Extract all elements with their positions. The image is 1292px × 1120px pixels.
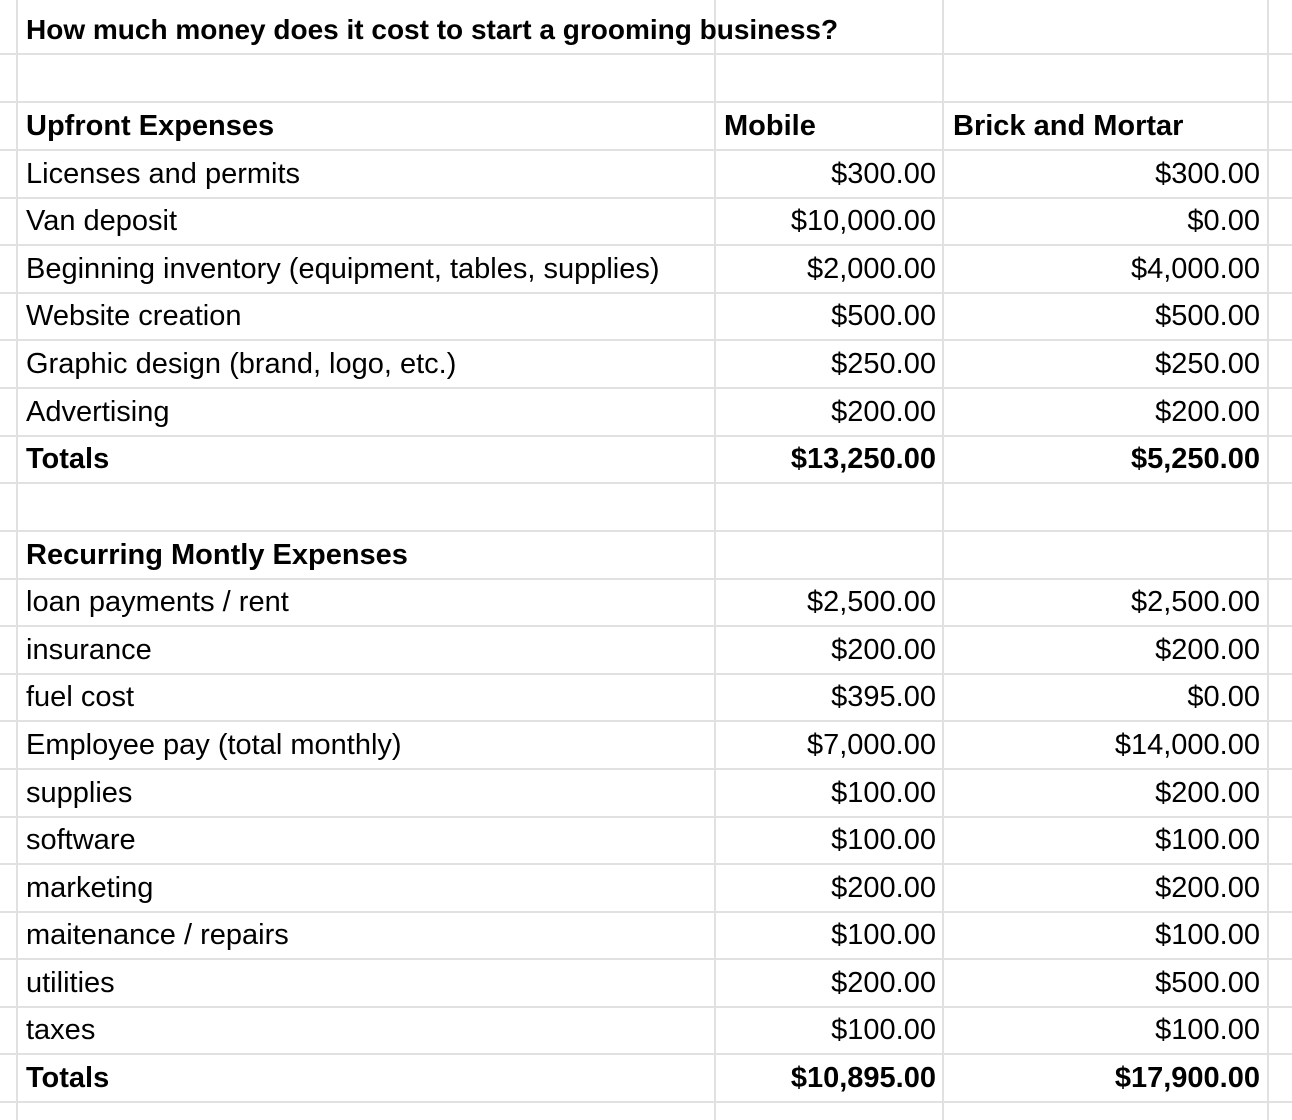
mobile-value[interactable]: $2,500.00 [806, 586, 936, 618]
brick-value[interactable]: $100.00 [1155, 1014, 1260, 1046]
row-label[interactable]: fuel cost [26, 681, 134, 713]
table-row [0, 865, 1292, 913]
table-row [0, 389, 1292, 437]
empty-row [0, 484, 1292, 532]
row-label[interactable]: Beginning inventory (equipment, tables, supplies) [26, 253, 660, 285]
table-row [0, 198, 1292, 246]
mobile-value[interactable]: $250.00 [831, 348, 936, 380]
totals-label[interactable]: Totals [26, 1062, 110, 1094]
recurring-heading[interactable]: Recurring Montly Expenses [26, 539, 408, 571]
row-label[interactable]: maitenance / repairs [26, 919, 289, 951]
mobile-value[interactable]: $100.00 [831, 1014, 936, 1046]
table-row [0, 341, 1292, 389]
row-label[interactable]: Website creation [26, 300, 242, 332]
brick-value[interactable]: $300.00 [1155, 158, 1260, 190]
table-row [0, 293, 1292, 341]
brick-total[interactable]: $17,900.00 [1114, 1062, 1260, 1094]
recurring-totals-row [0, 1055, 1292, 1103]
table-row [0, 817, 1292, 865]
table-row [0, 722, 1292, 770]
row-label[interactable]: Licenses and permits [26, 158, 301, 190]
brick-column-header[interactable]: Brick and Mortar [953, 110, 1184, 142]
mobile-value[interactable]: $300.00 [831, 158, 936, 190]
brick-value[interactable]: $200.00 [1155, 634, 1260, 666]
table-row [0, 627, 1292, 675]
row-label[interactable]: Advertising [26, 396, 170, 428]
row-label[interactable]: software [26, 824, 136, 856]
mobile-value[interactable]: $10,000.00 [790, 205, 936, 237]
row-label[interactable]: supplies [26, 777, 133, 809]
brick-total[interactable]: $5,250.00 [1130, 443, 1260, 475]
table-row [0, 960, 1292, 1008]
row-label[interactable]: Van deposit [26, 205, 178, 237]
mobile-value[interactable]: $500.00 [831, 300, 936, 332]
mobile-total[interactable]: $10,895.00 [790, 1062, 936, 1094]
brick-value[interactable]: $4,000.00 [1130, 253, 1260, 285]
brick-value[interactable]: $100.00 [1155, 919, 1260, 951]
title-row [0, 7, 1292, 55]
row-label[interactable]: utilities [26, 967, 115, 999]
row-label[interactable]: insurance [26, 634, 152, 666]
mobile-value[interactable]: $395.00 [831, 681, 936, 713]
upfront-header-row [0, 103, 1292, 151]
upfront-totals-row [0, 436, 1292, 484]
sheet-title[interactable]: How much money does it cost to start a grooming business? [26, 14, 839, 45]
table-row [0, 770, 1292, 818]
row-label[interactable]: Graphic design (brand, logo, etc.) [26, 348, 457, 380]
brick-value[interactable]: $100.00 [1155, 824, 1260, 856]
mobile-value[interactable]: $100.00 [831, 777, 936, 809]
mobile-value[interactable]: $200.00 [831, 634, 936, 666]
table-row [0, 912, 1292, 960]
mobile-value[interactable]: $2,000.00 [806, 253, 936, 285]
mobile-value[interactable]: $200.00 [831, 967, 936, 999]
brick-value[interactable]: $200.00 [1155, 396, 1260, 428]
brick-value[interactable]: $2,500.00 [1130, 586, 1260, 618]
mobile-value[interactable]: $7,000.00 [806, 729, 936, 761]
row-label[interactable]: Employee pay (total monthly) [26, 729, 402, 761]
brick-value[interactable]: $200.00 [1155, 872, 1260, 904]
table-row [0, 674, 1292, 722]
mobile-total[interactable]: $13,250.00 [790, 443, 936, 475]
row-label[interactable]: marketing [26, 872, 154, 904]
recurring-header-row [0, 532, 1292, 580]
brick-value[interactable]: $0.00 [1187, 681, 1260, 713]
brick-value[interactable]: $14,000.00 [1114, 729, 1260, 761]
brick-value[interactable]: $500.00 [1155, 300, 1260, 332]
mobile-value[interactable]: $100.00 [831, 919, 936, 951]
table-row [0, 579, 1292, 627]
upfront-heading[interactable]: Upfront Expenses [26, 110, 275, 142]
totals-label[interactable]: Totals [26, 443, 110, 475]
table-row [0, 1007, 1292, 1055]
mobile-column-header[interactable]: Mobile [724, 110, 816, 142]
table-row [0, 151, 1292, 199]
brick-value[interactable]: $0.00 [1187, 205, 1260, 237]
brick-value[interactable]: $250.00 [1155, 348, 1260, 380]
mobile-value[interactable]: $200.00 [831, 872, 936, 904]
empty-row [0, 55, 1292, 103]
brick-value[interactable]: $500.00 [1155, 967, 1260, 999]
mobile-value[interactable]: $200.00 [831, 396, 936, 428]
brick-value[interactable]: $200.00 [1155, 777, 1260, 809]
table-row [0, 246, 1292, 294]
row-label[interactable]: loan payments / rent [26, 586, 289, 618]
row-label[interactable]: taxes [26, 1014, 96, 1046]
mobile-value[interactable]: $100.00 [831, 824, 936, 856]
